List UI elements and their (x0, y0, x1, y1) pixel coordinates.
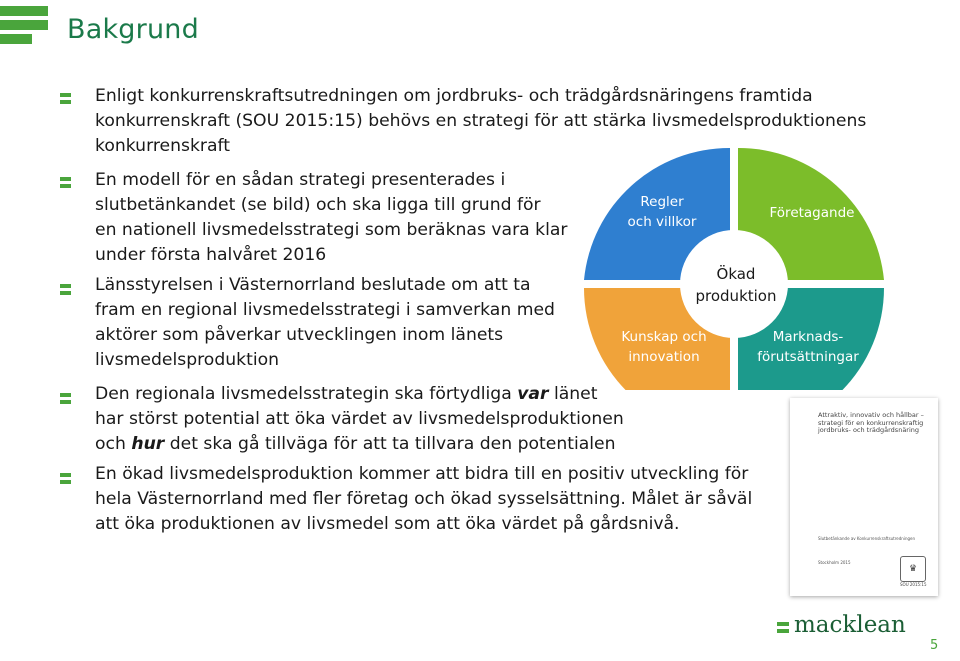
bullet-marker-icon (60, 473, 71, 477)
bullet-marker-icon (60, 480, 71, 484)
label-kunskap: innovation (628, 349, 700, 365)
bullet-line: fram en regional livsmedelsstrategi i samverkan med (95, 300, 555, 320)
bullet-line: att öka produktionen av livsmedel som att öka värdet på gårdsnivå. (95, 514, 680, 534)
bullet-marker-icon (60, 100, 71, 104)
brand-mark-icon (777, 622, 789, 626)
bullet-line: konkurrenskraft (95, 136, 230, 156)
bullet-marker-icon (60, 177, 71, 181)
label-center: Ökad (716, 265, 756, 283)
report-place: Stockholm 2015 (818, 560, 851, 565)
bullet-line: konkurrenskraft (SOU 2015:15) behövs en strategi för att stärka livsmedelsproduktionens (95, 111, 867, 131)
report-title: Attraktiv, innovativ och hållbar – strategi för en konkurrenskraftig jordbruks- och trädgårdsnäring (818, 411, 924, 434)
bullet-line: och hur det ska gå tillväga för att ta tillvara den potentialen (95, 434, 616, 454)
bullet-line: Den regionala livsmedelsstrategin ska förtydliga var länet (95, 384, 598, 404)
bullet-line: Länsstyrelsen i Västernorrland beslutade om att ta (95, 275, 531, 295)
crest-icon: ♛ (900, 556, 926, 582)
bullet-line: Enligt konkurrenskraftsutredningen om jordbruks- och trädgårdsnäringens framtida (95, 86, 813, 106)
bullet-line: en nationell livsmedelsstrategi som beräknas vara klar (95, 220, 568, 240)
center-circle (680, 230, 788, 338)
bullet-line: En modell för en sådan strategi presenterades i (95, 170, 506, 190)
label-marknad: förutsättningar (757, 349, 859, 365)
label-regler: Regler (640, 194, 684, 210)
bullet-line: slutbetänkandet (se bild) och ska ligga till grund för (95, 195, 541, 215)
bullet-marker-icon (60, 393, 71, 397)
bullet-marker-icon (60, 93, 71, 97)
bullet-line: hela Västernorrland med fler företag och ökad sysselsättning. Målet är såväl (95, 489, 753, 509)
bullet-marker-icon (60, 284, 71, 288)
label-regler: och villkor (627, 214, 697, 230)
label-foretagande: Företagande (769, 205, 855, 221)
page-title: Bakgrund (67, 14, 199, 45)
bullet-line: livsmedelsproduktion (95, 350, 280, 370)
report-sou: SOU 2015:15 (900, 582, 927, 587)
bullet-marker-icon (60, 291, 71, 295)
report-subtitle: Slutbetänkande av Konkurrenskraftsutredningen (818, 536, 916, 541)
brand-name: macklean (794, 612, 906, 638)
brand-mark-icon (777, 629, 789, 633)
page-number: 5 (930, 638, 939, 653)
label-marknad: Marknads- (772, 329, 844, 345)
bullet-line: aktörer som påverkar utvecklingen inom länets (95, 325, 504, 345)
report-cover-image (790, 398, 938, 596)
bullet-line: under första halvåret 2016 (95, 245, 327, 265)
label-center: produktion (695, 287, 777, 305)
bullet-line: har störst potential att öka värdet av livsmedelsproduktionen (95, 409, 624, 429)
bullet-marker-icon (60, 184, 71, 188)
bullet-marker-icon (60, 400, 71, 404)
strategy-diagram (580, 142, 892, 390)
label-kunskap: Kunskap och (621, 329, 707, 345)
bullet-line: En ökad livsmedelsproduktion kommer att bidra till en positiv utveckling för (95, 464, 749, 484)
